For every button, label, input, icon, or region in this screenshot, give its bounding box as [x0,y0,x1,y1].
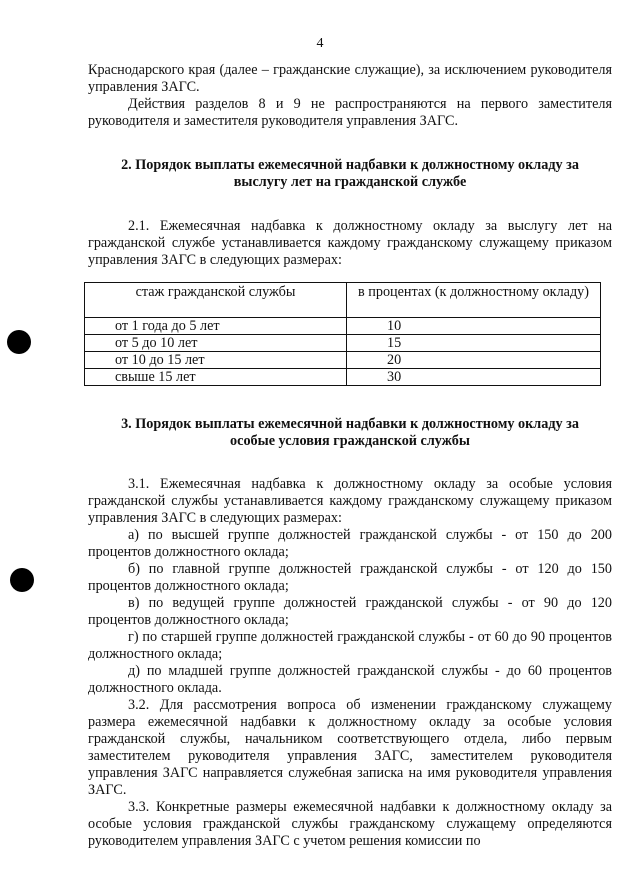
table-cell: от 10 до 15 лет [85,352,347,369]
section-3-paragraph: 3.1. Ежемесячная надбавка к должностному окладу за особые условия гражданской службы устанавливается каждому гражданскому служащему приказом управления ЗАГС в следующих размерах: [88,476,612,526]
section-3-heading: 3. Порядок выплаты ежемесячной надбавки к должностному окладу за особые условия гражданской службы [121,416,579,449]
table-cell: 20 [347,352,601,369]
section-3-list-item: г) по старшей группе должностей гражданской службы - от 60 до 90 процентов должностного оклада; [88,629,612,662]
intro-paragraph: Краснодарского края (далее – гражданские служащие), за исключением руководителя управления ЗАГС. [88,62,612,95]
table-header-cell: стаж гражданской службы [85,283,347,318]
seniority-table [84,282,601,386]
table-cell: 15 [347,335,601,352]
punch-hole-mark [7,330,31,354]
section-3-list-item: а) по высшей группе должностей гражданской службы - от 150 до 200 процентов должностного оклада; [88,527,612,560]
table-cell: от 1 года до 5 лет [85,318,347,335]
table-cell: свыше 15 лет [85,369,347,386]
table-cell: 30 [347,369,601,386]
table-row [85,369,601,386]
section-2-paragraph: 2.1. Ежемесячная надбавка к должностному окладу за выслугу лет на гражданской службе устанавливается каждому гражданскому служащему приказом управления ЗАГС в следующих размерах: [88,218,612,268]
section-3-list-item: б) по главной группе должностей гражданской службы - от 120 до 150 процентов должностного оклада; [88,561,612,594]
punch-hole-mark [10,568,34,592]
section-3-paragraph: 3.3. Конкретные размеры ежемесячной надбавки к должностному окладу за особые условия гражданской службы гражданскому служащему определяются руководителем управления ЗАГС с учетом решения комиссии по [88,799,612,849]
intro-paragraph: Действия разделов 8 и 9 не распространяются на первого заместителя руководителя и заместителя руководителя управления ЗАГС. [88,96,612,129]
section-3-list-item: д) по младшей группе должностей гражданской службы - до 60 процентов должностного оклада. [88,663,612,696]
page-number: 4 [316,36,324,51]
table-header-row [85,283,601,318]
table-row [85,335,601,352]
table-cell: от 5 до 10 лет [85,335,347,352]
section-2-heading: 2. Порядок выплаты ежемесячной надбавки к должностному окладу за выслугу лет на гражданской службе [121,157,579,190]
section-3-list-item: в) по ведущей группе должностей гражданской службы - от 90 до 120 процентов должностного оклада; [88,595,612,628]
table-row [85,318,601,335]
table-header-cell: в процентах (к должностному окладу) [347,283,601,318]
table-cell: 10 [347,318,601,335]
table-row [85,352,601,369]
document-body [88,62,612,850]
section-3-paragraph: 3.2. Для рассмотрения вопроса об изменении гражданскому служащему размера ежемесячной надбавки к должностному окладу за особые условия гражданской службы, начальником соответствующего отдела, либо первым заместителем руководителя управления ЗАГС, заместителем руководителя управления ЗАГС направляется служебная записка на имя руководителя управления ЗАГС. [88,697,612,798]
